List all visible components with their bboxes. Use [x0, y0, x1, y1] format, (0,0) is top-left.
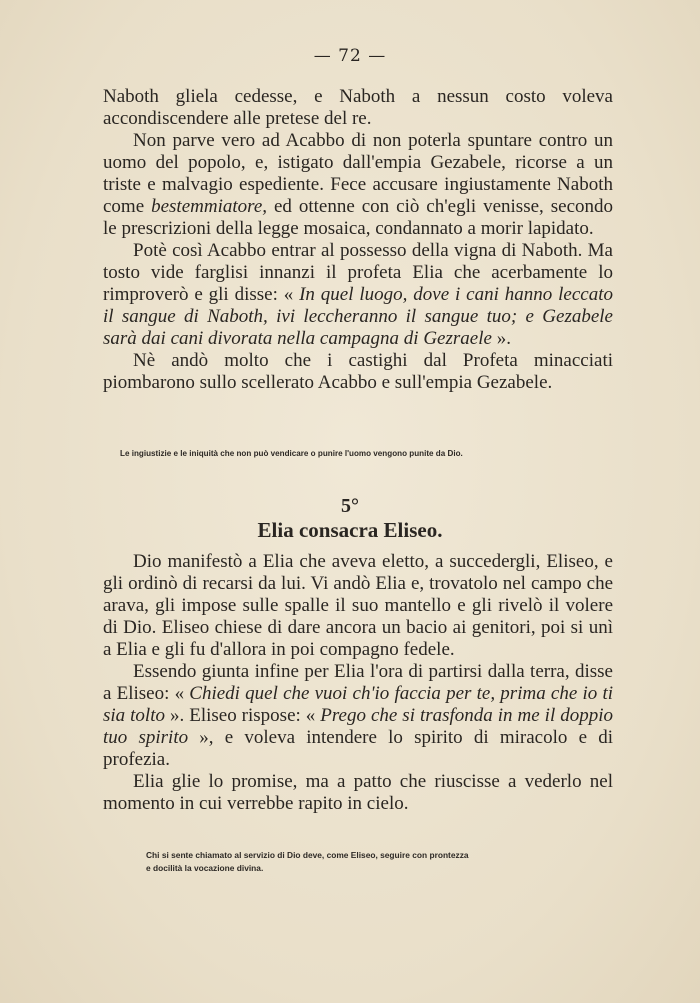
italic-run: Prego che si trasfonda in me il doppio tuo spirito — [103, 705, 613, 748]
section-number: 5° — [341, 495, 359, 517]
text-run: Potè così Acabbo entrar al possesso della vigna di Naboth. Ma tosto vide farglisi innanzi il profeta Elia che acerbamente lo rimproverò e gli disse: « — [103, 240, 613, 305]
text-run: », e voleva intendere lo spirito di miracolo e di profezia. — [103, 727, 613, 770]
text-run: ». — [491, 328, 511, 349]
moral-note: Chi si sente chiamato al servizio di Dio deve, come Eliseo, seguire con prontezza — [146, 850, 469, 860]
italic-run: bestemmiatore, — [151, 196, 268, 217]
paragraph — [103, 130, 613, 240]
page-number: — 72 — — [313, 46, 387, 66]
section-title: Elia consacra Eliseo. — [257, 518, 443, 542]
paragraph: Dio manifestò a Elia che aveva eletto, a succedergli, Eliseo, e gli ordinò di recarsi da lui. Vi andò Elia e, trovatolo nel campo che arava, gli impose sulle spalle il suo mantello e gli rivelò il volere di Dio. Eliseo chiese di dare ancora un bacio ai genitori, poi si unì a Elia e gli fu d'allora in poi compagno fedele. — [103, 551, 613, 660]
paragraph — [103, 240, 613, 350]
text-block-1 — [103, 86, 613, 394]
italic-run: In quel luogo, dove i cani hanno leccato il sangue di Naboth, ivi leccheranno il sangue tuo; e Gezabele sarà dai cani divorata nella campagna di Gezraele — [103, 284, 613, 349]
italic-run: Chiedi quel che vuoi ch'io faccia per te, prima che io ti sia tolto — [103, 683, 613, 726]
text-run: ». Eliseo rispose: « — [165, 705, 321, 726]
moral-note: e docilità la vocazione divina. — [146, 863, 264, 873]
paragraph — [103, 661, 613, 771]
paragraph: Nè andò molto che i castighi dal Profeta minacciati piombarono sullo scellerato Acabbo e sull'empia Gezabele. — [103, 350, 613, 393]
moral-note: Le ingiustizie e le iniquità che non può vendicare o punire l'uomo vengono punite da Dio. — [120, 449, 463, 458]
text-block-2 — [103, 551, 613, 815]
text-run: ed ottenne con ciò ch'egli venisse, secondo le prescrizioni della legge mosaica, condannato a morir lapidato. — [103, 196, 613, 239]
paragraph: Elia glie lo promise, ma a patto che riuscisse a vederlo nel momento in cui verrebbe rapito in cielo. — [103, 771, 613, 814]
text-run: Non parve vero ad Acabbo di non poterla spuntare contro un uomo del popolo, e, istigato dall'empia Gezabele, ricorse a un triste e malvagio espediente. Fece accusare ingiustamente Naboth come — [103, 130, 613, 217]
text-run: Essendo giunta infine per Elia l'ora di partirsi dalla terra, disse a Eliseo: « — [103, 661, 613, 704]
paragraph: Naboth gliela cedesse, e Naboth a nessun costo voleva accondiscendere alle pretese del re. — [103, 86, 613, 129]
